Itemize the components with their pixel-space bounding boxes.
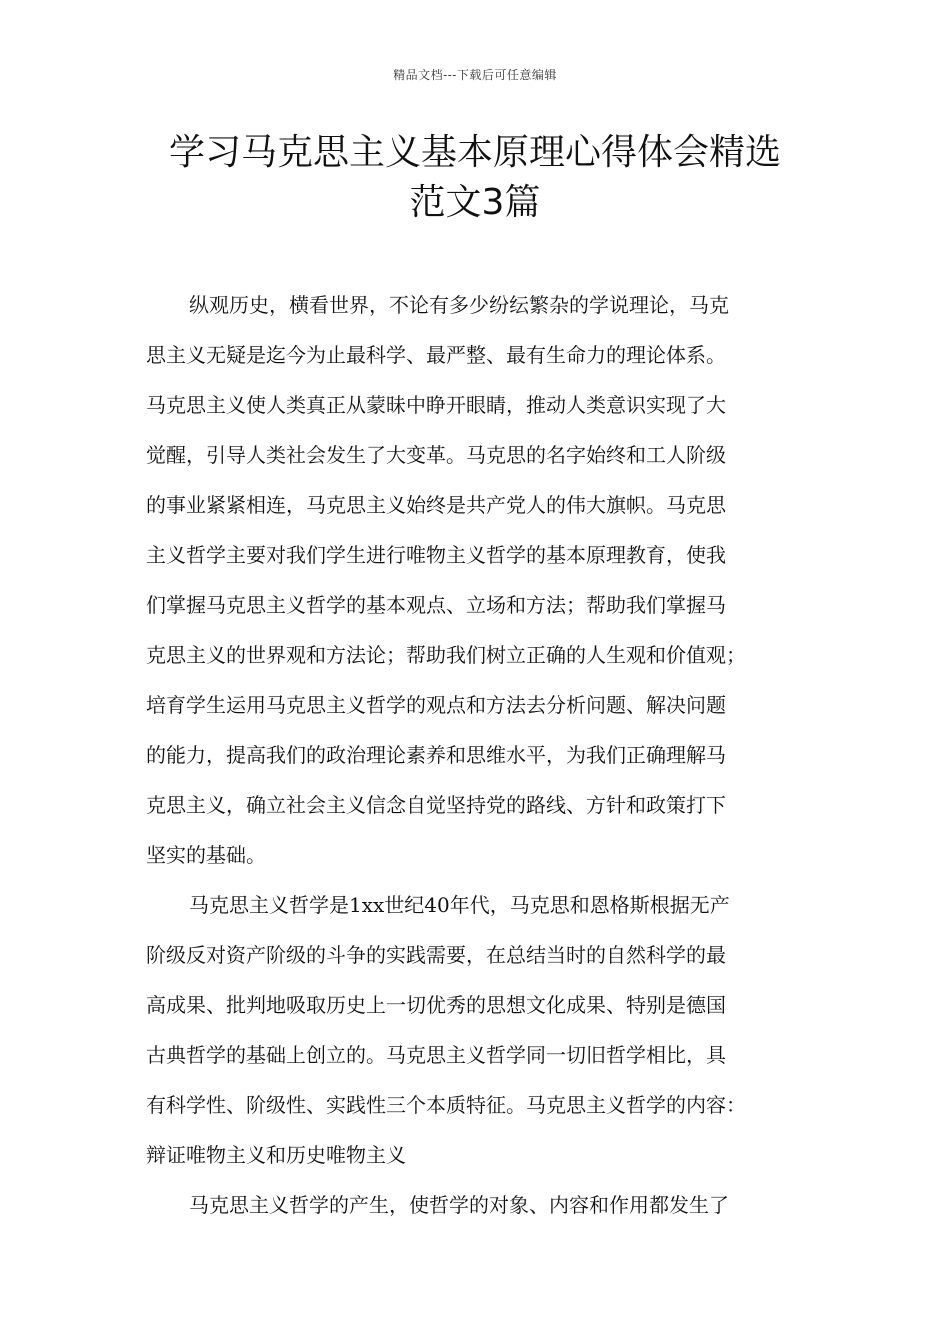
text-line: 高成果、批判地吸取历史上一切优秀的思想文化成果、特别是德国	[146, 993, 726, 1017]
text-line: 坚实的基础。	[146, 843, 266, 867]
text-line: 马克思主义哲学的产生，使哲学的对象、内容和作用都发生了	[189, 1193, 729, 1217]
text-line: 马克思主义使人类真正从蒙昧中睁开眼睛，推动人类意识实现了大	[146, 393, 726, 417]
text-line: 阶级反对资产阶级的斗争的实践需要，在总结当时的自然科学的最	[146, 943, 726, 967]
text-line: 主义哲学主要对我们学生进行唯物主义哲学的基本原理教育，使我	[146, 543, 726, 567]
text-line: 克思主义，确立社会主义信念自觉坚持党的路线、方针和政策打下	[146, 793, 726, 817]
document-title	[120, 128, 830, 228]
text-line: 马克思主义哲学是1xx世纪40年代，马克思和恩格斯根据无产	[189, 893, 730, 917]
document-body	[146, 280, 818, 1230]
paragraph	[146, 1180, 818, 1230]
text-line: 的事业紧紧相连，马克思主义始终是共产党人的伟大旗帜。马克思	[146, 493, 726, 517]
text-line: 纵观历史，横看世界，不论有多少纷纭繁杂的学说理论，马克	[189, 293, 729, 317]
title-line: 范文3篇	[409, 182, 541, 223]
title-line: 学习马克思主义基本原理心得体会精选	[168, 132, 781, 173]
text-line: 培育学生运用马克思主义哲学的观点和方法去分析问题、解决问题	[146, 693, 726, 717]
text-line: 有科学性、阶级性、实践性三个本质特征。马克思主义哲学的内容：	[146, 1093, 746, 1117]
text-line: 克思主义的世界观和方法论；帮助我们树立正确的人生观和价值观；	[146, 643, 746, 667]
text-line: 辩证唯物主义和历史唯物主义	[146, 1143, 406, 1167]
header-note: 精品文档---下载后可任意编辑	[393, 68, 557, 82]
text-line: 古典哲学的基础上创立的。马克思主义哲学同一切旧哲学相比，具	[146, 1043, 726, 1067]
paragraph	[146, 280, 818, 880]
paragraph	[146, 880, 818, 1180]
text-line: 思主义无疑是迄今为止最科学、最严整、最有生命力的理论体系。	[146, 343, 726, 367]
text-line: 觉醒，引导人类社会发生了大变革。马克思的名字始终和工人阶级	[146, 443, 726, 467]
text-line: 的能力，提高我们的政治理论素养和思维水平，为我们正确理解马	[146, 743, 726, 767]
text-line: 们掌握马克思主义哲学的基本观点、立场和方法；帮助我们掌握马	[146, 593, 726, 617]
